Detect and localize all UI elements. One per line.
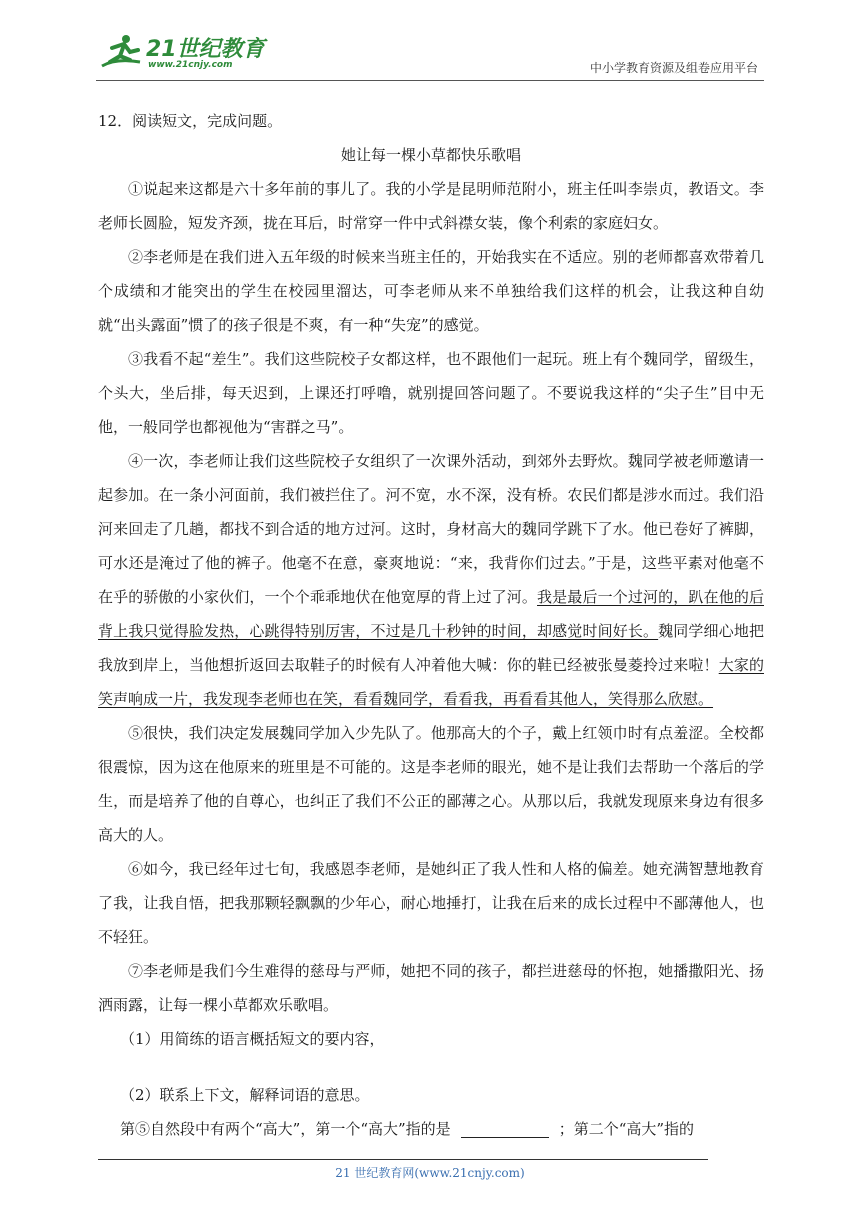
footer-text: 21 世纪教育网(www.21cnjy.com) (335, 1166, 525, 1180)
paragraph-4-text-b: 魏同学细心地把我放到岸上，当他想折返回去取鞋子的时候有人冲着他大喊：你的鞋已经被张曼菱拎过来啦！ (98, 622, 764, 674)
passage-title: 她让每一棵小草都快乐歌唱 (340, 146, 521, 164)
paragraph-1: ①说起来这都是六十多年前的事儿了。我的小学是昆明师范附小，班主任叫李崇贞，教语文。李老师长圆脸，短发齐颈，拢在耳后，时常穿一件中式斜襟女装，像个利索的家庭妇女。 (98, 180, 764, 232)
sub-question-1: （1）用简练的语言概括短文的要内容， (120, 1030, 385, 1048)
paragraph-4 (98, 444, 764, 716)
logo-text: 21世纪教育 (146, 37, 265, 62)
paragraph-5: ⑤很快，我们决定发展魏同学加入少先队了。他那高大的个子，戴上红领巾时有点羞涩。全校都很震惊，因为这在他原来的班里是不可能的。这是李老师的眼光，她不是让我们去帮助一个落后的学生，而是培养了他的自尊心，也纠正了我们不公正的鄙薄之心。从那以后，我就发现原来身边有很多高大的人。 (98, 724, 764, 844)
question-intro: 12．阅读短文，完成问题。 (98, 112, 283, 130)
runner-logo-icon (96, 32, 146, 76)
page-header (96, 28, 764, 81)
footer-divider (98, 1159, 708, 1160)
answer-space (98, 1056, 764, 1078)
platform-name: 中小学教育资源及组卷应用平台 (589, 61, 758, 75)
paragraph-3: ③我看不起“差生”。我们这些院校子女都这样，也不跟他们一起玩。班上有个魏同学，留级生，个头大，坐后排，每天迟到，上课还打呼噜，就别提回答问题了。不要说我这样的“尖子生”目中无他，一般同学也都视他为“害群之马”。 (98, 350, 764, 436)
logo-url: www.21cnjy.com (148, 60, 233, 70)
paragraph-6: ⑥如今，我已经年过七旬，我感恩李老师，是她纠正了我人性和人格的偏差。她充满智慧地教育了我，让我自悟，把我那颗轻飘飘的少年心，耐心地捶打，让我在后来的成长过程中不鄙薄他人，也不轻狂。 (98, 860, 764, 946)
paragraph-2: ②李老师是在我们进入五年级的时候来当班主任的，开始我实在不适应。别的老师都喜欢带着几个成绩和才能突出的学生在校园里溜达，可李老师从来不单独给我们这样的机会，让我这种自幼就“出头露面”惯了的孩子很是不爽，有一种“失宠”的感觉。 (98, 248, 764, 334)
paragraph-4-text-a: ④一次，李老师让我们这些院校子女组织了一次课外活动，到郊外去野炊。魏同学被老师邀请一起参加。在一条小河面前，我们被拦住了。河不宽，水不深，没有桥。农民们都是涉水而过。我们沿河来回走了几趟，都找不到合适的地方过河。这时，身材高大的魏同学跳下了水。他已卷好了裤脚，可水还是淹过了他的裤子。他毫不在意，豪爽地说：“来，我背你们过去。”于是，这些平素对他毫不在乎的骄傲的小家伙们，一个个乖乖地伏在他宽厚的背上过了河。 (98, 452, 764, 606)
underlined-sentence-1: 我是最后一个过河的，趴在他的后背上我只觉得脸发热，心跳得特别厉害，不过是几十秒钟的时间，却感觉时间好长。 (98, 588, 764, 640)
logo (96, 32, 266, 76)
sub-question-2-text-a: 第⑤自然段中有两个“高大”，第一个“高大”指的是 (120, 1120, 451, 1138)
sub-question-2-line (98, 1112, 764, 1146)
sub-question-2-text-b: ；第二个“高大”指的 (558, 1120, 695, 1138)
sub-question-2: （2）联系上下文，解释词语的意思。 (120, 1086, 370, 1104)
paragraph-7: ⑦李老师是我们今生难得的慈母与严师，她把不同的孩子，都拦进慈母的怀抱，她播撒阳光、扬洒雨露，让每一棵小草都欢乐歌唱。 (98, 962, 764, 1014)
question-content (98, 104, 764, 1146)
answer-blank[interactable] (461, 1119, 549, 1138)
underlined-sentence-2: 大家的笑声响成一片，我发现李老师也在笑，看看魏同学，看看我，再看看其他人，笑得那么欣慰。 (98, 656, 764, 708)
